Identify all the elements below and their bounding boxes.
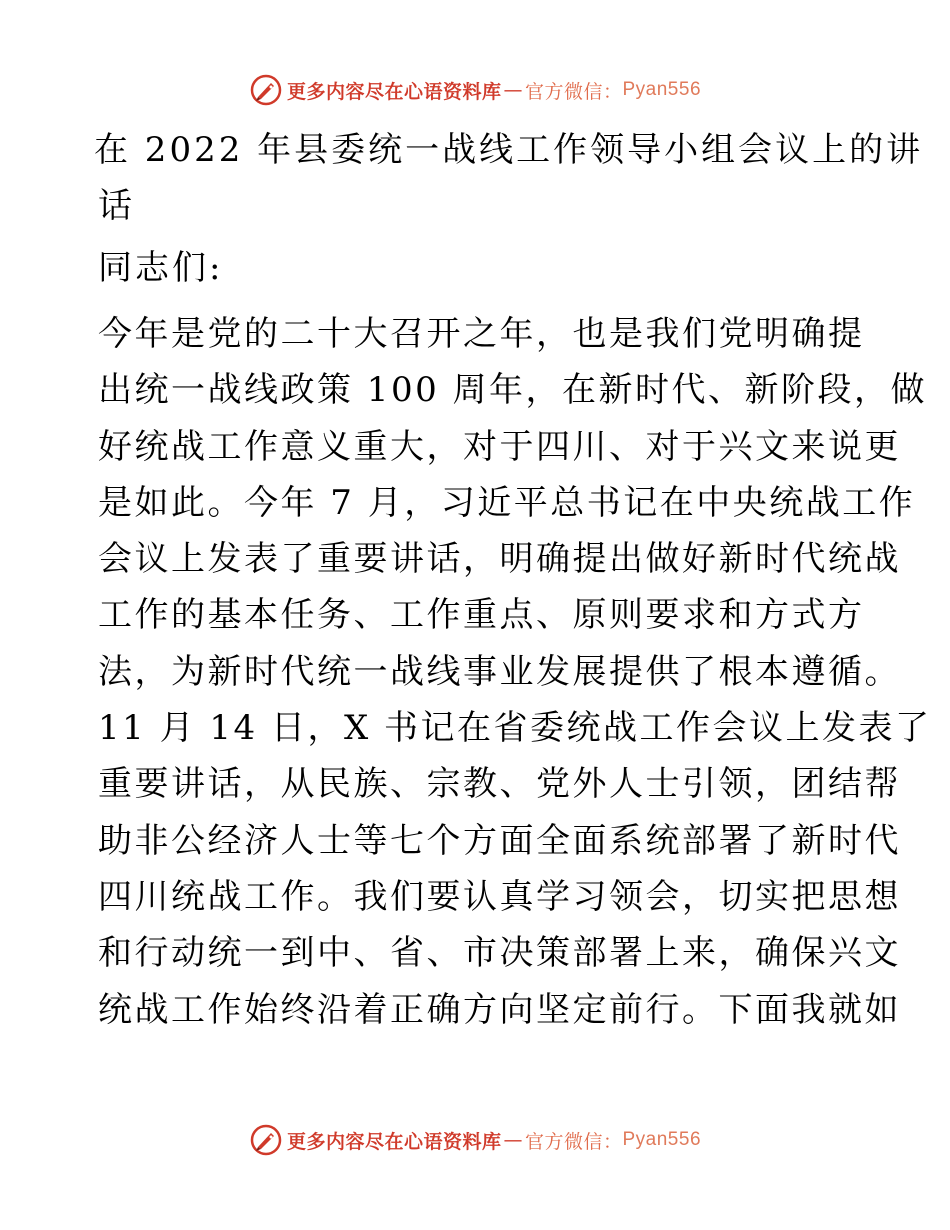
paragraph-line: 好统战工作意义重大，对于四川、对于兴文来说更 [98,426,901,467]
paragraph-line: 和行动统一到中、省、市决策部署上来，确保兴文 [98,933,901,974]
paragraph-line: 重要讲话，从民族、宗教、党外人士引领，团结帮 [98,764,901,805]
watermark-wechat-label: 官方微信： [524,1130,623,1153]
paragraph-line: 工作的基本任务、工作重点、原则要求和方式方 [98,595,865,636]
title-line: 在 2022 年县委统一战线工作领导小组会议上的讲 [94,130,924,170]
paragraph-line: 统战工作始终沿着正确方向坚定前行。下面我就如 [98,989,901,1030]
document-title [94,122,924,234]
paragraph-line: 出统一战线政策 100 周年，在新时代、新阶段，做 [98,370,928,411]
footer-watermark [0,1120,950,1160]
paragraph-line: 助非公经济人士等七个方面全面系统部署了新时代 [98,820,901,861]
title-line: 话 [98,186,135,226]
paragraph-line: 11 月 14 日，X 书记在省委统战工作会议上发表了 [98,708,932,749]
header-watermark [0,70,950,110]
watermark-separator: — [503,79,523,101]
watermark-wechat-label: 官方微信： [524,80,623,103]
document-body [94,122,932,1038]
paragraph-line: 会议上发表了重要讲话，明确提出做好新时代统战 [98,539,901,580]
pen-nib-logo-icon [249,1123,283,1157]
paragraph-line: 今年是党的二十大召开之年，也是我们党明确提 [98,314,865,354]
paragraph [98,306,932,1038]
watermark-brand: 更多内容尽在心语资料库 [286,1130,502,1153]
paragraph-line: 法，为新时代统一战线事业发展提供了根本遵循。 [98,651,901,692]
watermark-separator: — [503,1129,523,1151]
salutation: 同志们: [98,248,224,288]
watermark-brand: 更多内容尽在心语资料库 [286,80,502,103]
pen-nib-logo-icon [249,73,283,107]
watermark-wechat-id: Pyan556 [622,79,702,100]
watermark-wechat-id: Pyan556 [622,1129,702,1150]
paragraph-line: 四川统战工作。我们要认真学习领会，切实把思想 [98,876,901,917]
paragraph-line: 是如此。今年 7 月，习近平总书记在中央统战工作 [98,482,916,523]
